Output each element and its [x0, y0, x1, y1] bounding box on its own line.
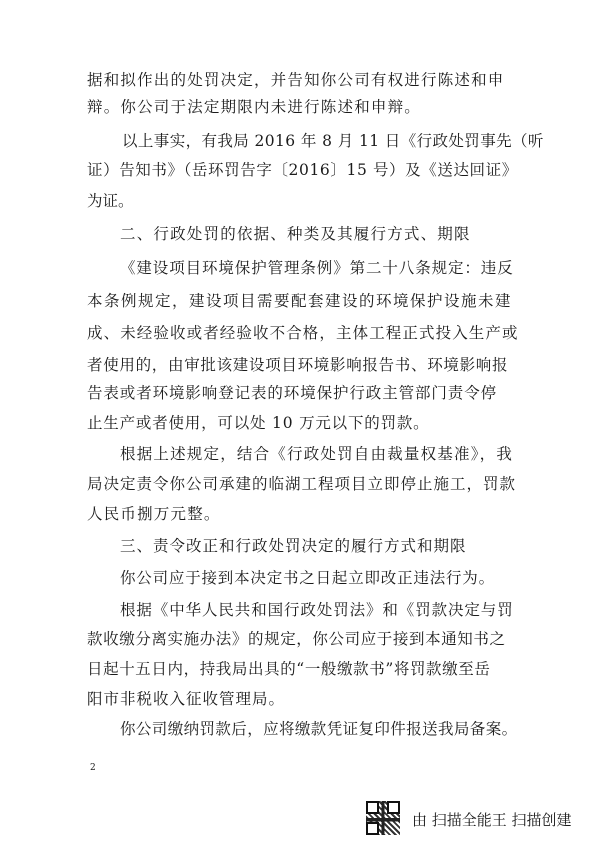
section-heading-3: 三、责令改正和行政处罚决定的履行方式和期限 — [120, 537, 467, 555]
body-line-8: 成、未经验收或者经验收不合格，主体工程正式投入生产或 — [87, 324, 519, 342]
body-line-18: 日起十五日内，持我局出具的“一般缴款书”将罚款缴至岳 — [87, 660, 491, 678]
body-line-16: 根据《中华人民共和国行政处罚法》和《罚款决定与罚 — [120, 601, 514, 619]
body-line-20: 你公司缴纳罚款后，应将缴款凭证复印件报送我局备案。 — [120, 720, 518, 738]
body-line-15: 你公司应于接到本决定书之日起立即改正违法行为。 — [120, 569, 495, 587]
section-heading-2: 二、行政处罚的依据、种类及其履行方式、期限 — [120, 225, 471, 243]
scanner-watermark: 由 扫描全能王 扫描创建 — [412, 811, 572, 829]
body-line-4: 证）告知书》（岳环罚告字〔2016〕15 号）及《送达回证》 — [87, 161, 518, 179]
body-line-9: 者使用的，由审批该建设项目环境影响报告书、环境影响报 — [87, 356, 509, 374]
body-line-1: 据和拟作出的处罚决定，并告知你公司有权进行陈述和申 — [87, 71, 505, 89]
body-line-6: 《建设项目环境保护管理条例》第二十八条规定：违反 — [120, 259, 514, 277]
body-line-17: 款收缴分离实施办法》的规定，你公司应于接到本通知书之 — [87, 630, 506, 648]
body-line-11: 止生产或者使用，可以处 10 万元以下的罚款。 — [87, 414, 430, 432]
body-line-5: 为证。 — [87, 192, 134, 210]
body-line-19: 阳市非税收入征收管理局。 — [87, 690, 286, 708]
page-number: 2 — [90, 763, 96, 773]
body-line-13: 局决定责令你公司承建的临湖工程项目立即停止施工，罚款 — [87, 475, 517, 493]
body-line-2: 辩。你公司于法定期限内未进行陈述和申辩。 — [87, 98, 422, 116]
body-line-12: 根据上述规定，结合《行政处罚自由裁量权基准》，我 — [120, 445, 514, 463]
body-line-3: 以上事实，有我局 2016 年 8 月 11 日《行政处罚事先（听 — [122, 132, 544, 150]
body-line-14: 人民币捌万元整。 — [87, 505, 221, 523]
body-line-10: 告表或者环境影响登记表的环境保护行政主管部门责令停 — [87, 384, 498, 402]
qr-code-icon — [366, 801, 400, 835]
body-line-7: 本条例规定，建设项目需要配套建设的环境保护设施未建 — [87, 292, 513, 310]
